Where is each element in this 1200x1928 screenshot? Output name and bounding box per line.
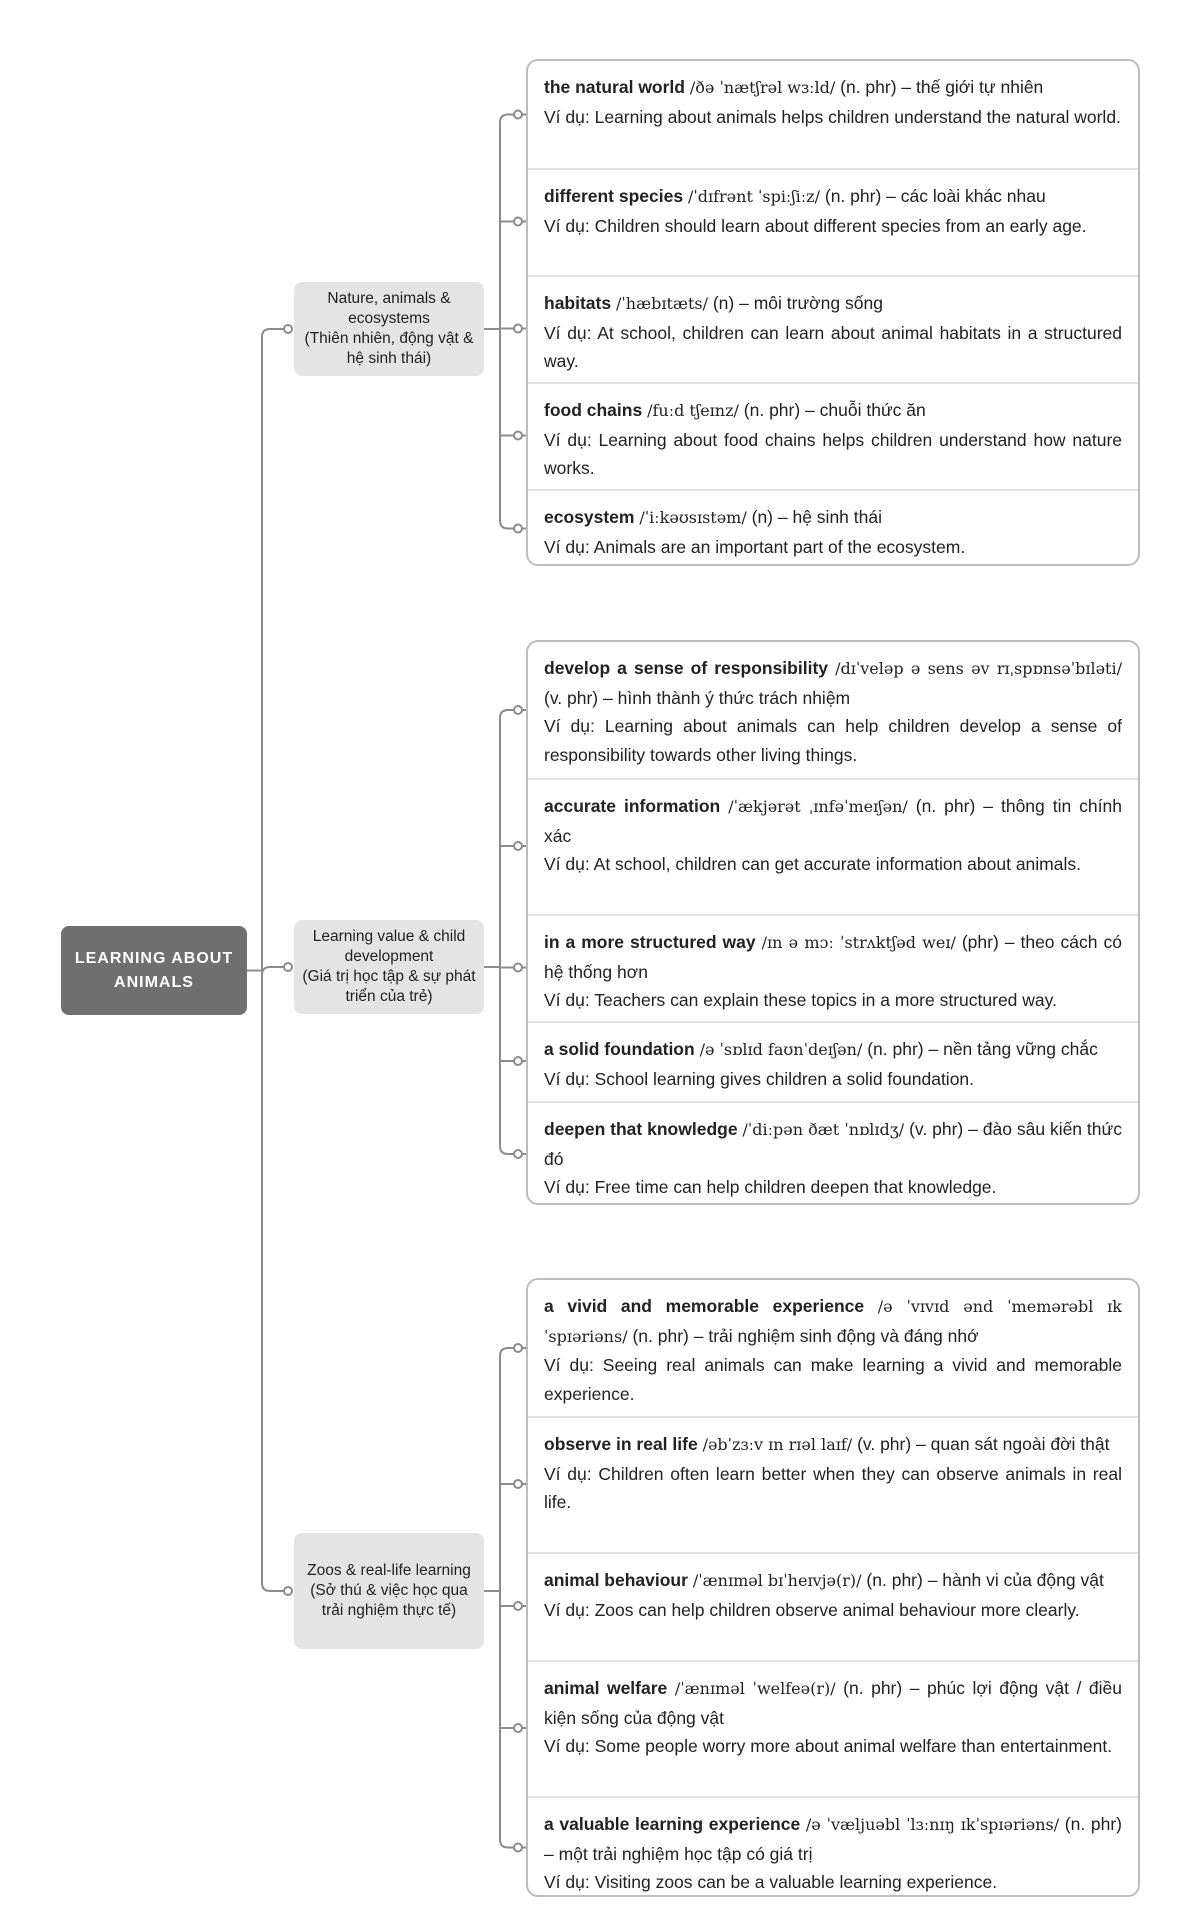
vocab-group-learning-value [526,640,1140,1205]
branch-label: Nature, animals & ecosystems (Thiên nhiên, động vật & hệ sinh thái) [304,290,474,367]
example-prefix: Ví dụ: [544,1177,590,1198]
part-of-speech: (n. phr) [743,400,801,420]
part-of-speech: (n. phr) [840,77,897,97]
root-label: LEARNING ABOUT ANIMALS [74,949,234,991]
example: Children often learn better when they can observe animals in real life. [544,1463,1122,1513]
meaning: quan sát ngoài đời thật [930,1434,1110,1454]
vocab-entry: different species /ˈdɪfrənt ˈspiːʃiːz/ (n. phr) – các loài khác nhau Ví dụ: Children should learn about different species from an early age. [528,168,1138,275]
vocab-entry: food chains /fuːd tʃeɪnz/ (n. phr) – chuỗi thức ăn Ví dụ: Learning about food chains helps children understand how nature works. [528,382,1138,489]
connector-dot [284,325,292,333]
meaning: nền tảng vững chắc [943,1039,1098,1059]
ipa: /ˈhæbɪtæts/ [615,294,708,313]
connector-dot [514,111,522,119]
ipa: /ˈænɪməl bɪˈheɪvjə(r)/ [692,1571,862,1590]
ipa: /ðə ˈnætʃrəl wɜːld/ [689,78,836,97]
connector-dot [284,963,292,971]
ipa: /ˈdiːpən ðæt ˈnɒlɪdʒ/ [742,1120,905,1139]
meaning: theo cách có hệ thống hơn [544,932,1122,982]
connector-dot [284,1587,292,1595]
meaning: chuỗi thức ăn [819,400,926,420]
meaning: môi trường sống [753,293,883,313]
part-of-speech: (n. phr) [867,1039,924,1059]
vocab-entry: habitats /ˈhæbɪtæts/ (n) – môi trường sống Ví dụ: At school, children can learn about animal habitats in a structured way. [528,275,1138,382]
term: different species [544,186,684,206]
branch-node-learning-value [294,920,484,1014]
term: the natural world [544,77,685,97]
example: Seeing real animals can make learning a vivid and memorable experience. [544,1355,1122,1404]
connector-dot [514,1150,522,1158]
example: School learning gives children a solid foundation. [594,1068,975,1089]
connector-dot [514,842,522,850]
term: a vivid and memorable experience [544,1296,865,1316]
example: At school, children can get accurate information about animals. [593,854,1081,875]
vocab-entry: in a more structured way /ɪn ə mɔː ˈstrʌktʃəd weɪ/ (phr) – theo cách có hệ thống hơn Ví dụ: Teachers can explain these topics in a more structured way. [528,914,1138,1021]
example-prefix: Ví dụ: [544,1736,590,1757]
vocab-entry: a solid foundation /ə ˈsɒlɪd faʊnˈdeɪʃən/ (n. phr) – nền tảng vững chắc Ví dụ: School learning gives children a solid foundation. [528,1021,1138,1101]
term: a valuable learning experience [544,1814,801,1834]
vocab-entry: a valuable learning experience /ə ˈvæljuəbl ˈlɜːnɪŋ ɪkˈspɪəriəns/ (n. phr) – một trải nghiệm học tập có giá trị Ví dụ: Visiting zoos can be a valuable learning experience. [528,1796,1138,1897]
ipa: /ɪn ə mɔː ˈstrʌktʃəd weɪ/ [761,933,956,952]
ipa: /əbˈzɜːv ɪn rɪəl laɪf/ [702,1435,853,1454]
part-of-speech: (n. phr) [866,1570,923,1590]
part-of-speech: (phr) [961,932,999,952]
connector-dot [514,1480,522,1488]
term: in a more structured way [544,932,756,952]
example-prefix: Ví dụ: [544,854,590,875]
meaning: phúc lợi động vật / điều kiện sống của động vật [544,1678,1123,1728]
term: develop a sense of responsibility [544,658,829,678]
meaning: thông tin chính xác [544,796,1122,846]
vocab-group-zoos [526,1278,1140,1897]
meaning: một trải nghiệm học tập có giá trị [558,1843,813,1864]
part-of-speech: (n. phr) [1064,1814,1122,1834]
meaning: trải nghiệm sinh động và đáng nhớ [708,1325,979,1346]
branch-node-zoos [294,1533,484,1649]
example-prefix: Ví dụ: [544,1068,590,1089]
ipa: /ə ˈvæljuəbl ˈlɜːnɪŋ ɪkˈspɪəriəns/ [805,1815,1060,1834]
vocab-entry: accurate information /ˈækjərət ˌɪnfəˈmeɪʃən/ (n. phr) – thông tin chính xác Ví dụ: At school, children can get accurate information about animals. [528,778,1138,914]
term: ecosystem [544,507,635,527]
meaning: các loài khác nhau [900,186,1046,206]
term: food chains [544,400,643,420]
term: animal behaviour [544,1570,688,1590]
connector-dot [514,325,522,333]
example: At school, children can learn about animal habitats in a structured way. [544,322,1122,372]
ipa: /fuːd tʃeɪnz/ [647,401,739,420]
vocab-group-nature [526,59,1140,566]
example: Learning about animals helps children understand the natural world. [594,106,1121,127]
example: Teachers can explain these topics in a more structured way. [594,990,1057,1011]
vocab-entry: a vivid and memorable experience /ə ˈvɪvɪd ənd ˈmemərəbl ɪkˈspɪəriəns/ (n. phr) – trải nghiệm sinh động và đáng nhớ Ví dụ: Seeing real animals can make learning a vivid and memorable experience. [544,1296,1122,1404]
example-prefix: Ví dụ: [544,322,592,343]
ipa: /ˈænɪməl ˈwelfeə(r)/ [674,1679,836,1698]
example-prefix: Ví dụ: [544,716,595,737]
example: Animals are an important part of the ecosystem. [593,536,966,557]
example-prefix: Ví dụ: [544,106,590,127]
connector-dot [514,1844,522,1852]
meaning: hệ sinh thái [792,507,882,527]
ipa: /ə ˈsɒlɪd faʊnˈdeɪʃən/ [699,1040,863,1059]
term: animal welfare [544,1678,668,1698]
ipa: /ˈiːkəʊsɪstəm/ [639,508,747,527]
connector-dot [514,1057,522,1065]
example-prefix: Ví dụ: [544,215,590,236]
example-prefix: Ví dụ: [544,1355,594,1376]
connector-dot [514,525,522,533]
part-of-speech: (n. phr) [824,186,882,206]
ipa: /ˈdɪfrənt ˈspiːʃiːz/ [687,187,820,206]
term: accurate information [544,796,721,816]
example: Some people worry more about animal welfare than entertainment. [594,1736,1113,1757]
example: Children should learn about different species from an early age. [594,215,1087,236]
connector-dot [514,1344,522,1352]
part-of-speech: (n. phr) [843,1678,903,1698]
example: Free time can help children deepen that knowledge. [594,1177,997,1198]
example-prefix: Ví dụ: [544,1872,590,1893]
root-node [61,926,247,1015]
branch-label: Zoos & real-life learning (Sở thú & việc học qua trải nghiệm thực tế) [307,1562,471,1619]
vocab-entry: ecosystem /ˈiːkəʊsɪstəm/ (n) – hệ sinh thái Ví dụ: Animals are an important part of the ecosystem. [528,489,1138,566]
branch-label: Learning value & child development (Giá trị học tập & sự phát triển của trẻ) [302,928,476,1005]
meaning: hình thành ý thức trách nhiệm [617,687,851,708]
example-prefix: Ví dụ: [544,990,590,1011]
part-of-speech: (v. phr) [857,1434,912,1454]
part-of-speech: (n. phr) [632,1325,689,1346]
connector-dot [514,1602,522,1610]
part-of-speech: (v. phr) [909,1119,964,1139]
part-of-speech: (n) [712,293,735,313]
term: deepen that knowledge [544,1119,738,1139]
connector-dot [514,432,522,440]
meaning: thế giới tự nhiên [916,77,1044,97]
example-prefix: Ví dụ: [544,536,590,557]
part-of-speech: (n. phr) [915,796,976,816]
vocab-entry: deepen that knowledge /ˈdiːpən ðæt ˈnɒlɪdʒ/ (v. phr) – đào sâu kiến thức đó Ví dụ: Free time can help children deepen that knowledge. [528,1101,1138,1205]
example: Visiting zoos can be a valuable learning experience. [594,1872,998,1893]
vocab-entry: animal welfare /ˈænɪməl ˈwelfeə(r)/ (n. phr) – phúc lợi động vật / điều kiện sống của động vật Ví dụ: Some people worry more about animal welfare than entertainment. [528,1660,1138,1796]
example: Learning about food chains helps children understand how nature works. [544,429,1122,479]
connector-dot [514,706,522,714]
vocab-entry: develop a sense of responsibility /dɪˈveləp ə sens əv rɪˌspɒnsəˈbɪləti/ (v. phr) – hình thành ý thức trách nhiệm Ví dụ: Learning about animals can help children develop a sense of responsibility towards other living things. [544,658,1122,765]
meaning: hành vi của động vật [942,1570,1104,1590]
connector-dot [514,964,522,972]
connector-dot [514,218,522,226]
ipa: /ˈækjərət ˌɪnfəˈmeɪʃən/ [728,797,908,816]
ipa: /ə ˈvɪvɪd ənd ˈmemərəbl ɪkˈspɪəriəns/ [544,1297,1122,1346]
example-prefix: Ví dụ: [544,429,592,450]
vocab-entry: the natural world /ðə ˈnætʃrəl wɜːld/ (n. phr) – thế giới tự nhiên Ví dụ: Learning about animals helps children understand the natural world. [544,77,1121,127]
term: a solid foundation [544,1039,695,1059]
example: Zoos can help children observe animal behaviour more clearly. [594,1599,1080,1620]
example: Learning about animals can help children develop a sense of responsibility towards other living things. [544,716,1122,765]
ipa: /dɪˈveləp ə sens əv rɪˌspɒnsəˈbɪləti/ [835,659,1122,678]
example-prefix: Ví dụ: [544,1463,592,1484]
part-of-speech: (n) [751,507,774,527]
term: habitats [544,293,612,313]
vocab-entry: animal behaviour /ˈænɪməl bɪˈheɪvjə(r)/ (n. phr) – hành vi của động vật Ví dụ: Zoos can help children observe animal behaviour more clearly. [528,1552,1138,1660]
connector-dot [514,1724,522,1732]
example-prefix: Ví dụ: [544,1599,590,1620]
term: observe in real life [544,1434,698,1454]
vocab-entry: observe in real life /əbˈzɜːv ɪn rɪəl laɪf/ (v. phr) – quan sát ngoài đời thật Ví dụ: Children often learn better when they can observe animals in real life. [528,1416,1138,1552]
branch-node-nature [294,282,484,376]
part-of-speech: (v. phr) [544,687,599,708]
meaning: đào sâu kiến thức đó [544,1119,1122,1169]
